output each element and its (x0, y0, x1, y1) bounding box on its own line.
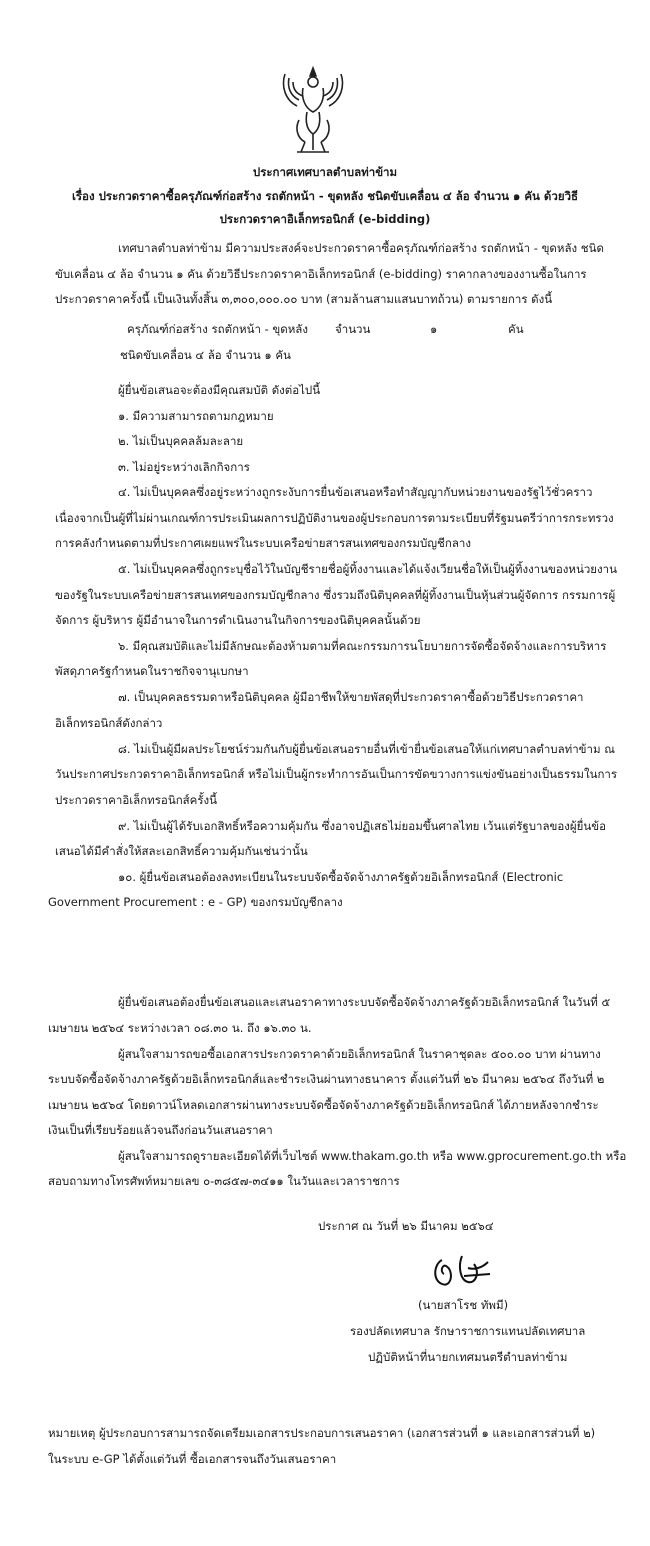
qual-line: ๑๐. ผู้ยื่นข้อเสนอต้องลงทะเบียนในระบบจัดซื้อจัดจ้างภาครัฐด้วยอิเล็กทรอนิกส์ (Electronic (118, 870, 564, 884)
qual-line: การคลังกำหนดตามที่ประกาศเผยแพร่ในระบบเครือข่ายสารสนเทศของกรมบัญชีกลาง (55, 536, 471, 550)
qual-line: ๓. ไม่อยู่ระหว่างเลิกกิจการ (118, 460, 250, 474)
qual-line: เนื่องจากเป็นผู้ที่ไม่ผ่านเกณฑ์การประเมินผลการปฏิบัติงานของผู้ประกอบการตามระเบียบที่รัฐมนตรีว่าการกระทรวง (55, 511, 614, 525)
qual-line: เสนอได้มีคำสั่งให้สละเอกสิทธิ์ความคุ้มกันเช่นว่านั้น (55, 844, 308, 858)
submission-line: เมษายน ๒๕๖๔ โดยดาวน์โหลดเอกสารผ่านทางระบบจัดซื้อจัดจ้างภาครัฐด้วยอิเล็กทรอนิกส์ ได้ภายหลังจากชำระ (48, 1098, 599, 1112)
submission-line: เงินเป็นที่เรียบร้อยแล้วจนถึงก่อนวันเสนอราคา (48, 1123, 273, 1137)
signer-name: (นายสาโรช ทัพมี) (418, 1298, 509, 1312)
intro-line: เทศบาลตำบลท่าข้าม มีความประสงค์จะประกวดราคาซื้อครุภัณฑ์ก่อสร้าง รถตักหน้า - ขุดหลัง ชนิด (118, 241, 604, 255)
submission-line: เมษายน ๒๕๖๔ ระหว่างเวลา ๐๘.๓๐ น. ถึง ๑๖.๓๐ น. (48, 1021, 312, 1035)
note-line: ในระบบ e-GP ได้ตั้งแต่วันที่ ซื้อเอกสารจนถึงวันเสนอราคา (48, 1452, 337, 1466)
announcement-subject: เรื่อง ประกวดราคาซื้อครุภัณฑ์ก่อสร้าง รถตักหน้า - ขุดหลัง ชนิดขับเคลื่อน ๔ ล้อ จำนวน ๑ คัน ด้วยวิธี (71, 189, 579, 203)
qual-line: ๕. ไม่เป็นบุคคลซึ่งถูกระบุชื่อไว้ในบัญชีรายชื่อผู้ทิ้งงานและได้แจ้งเวียนชื่อให้เป็นผู้ทิ้งงานของหน่วยงาน (118, 562, 617, 576)
submission-line: ผู้สนใจสามารถขอซื้อเอกสารประกวดราคาด้วยอิเล็กทรอนิกส์ ในราคาชุดละ ๕๐๐.๐๐ บาท ผ่านทาง (118, 1047, 601, 1061)
qual-line: พัสดุภาครัฐกำหนดในราชกิจจานุเบกษา (55, 664, 249, 678)
submission-line: สอบถามทางโทรศัพท์หมายเลข ๐-๓๘๕๗-๓๔๑๑ ในวันและเวลาราชการ (48, 1174, 400, 1188)
signature-icon (428, 1250, 498, 1294)
note-line: หมายเหตุ ผู้ประกอบการสามารถจัดเตรียมเอกสารประกอบการเสนอราคา (เอกสารส่วนที่ ๑ และเอกสารส่วนที่ ๒) (48, 1426, 596, 1440)
qual-line: ๖. มีคุณสมบัติและไม่มีลักษณะต้องห้ามตามที่คณะกรรมการนโยบายการจัดซื้อจัดจ้างและการบริหาร (118, 639, 607, 653)
announcement-title: ประกาศเทศบาลตำบลท่าข้าม (252, 165, 398, 179)
item-detail: ชนิดขับเคลื่อน ๔ ล้อ จำนวน ๑ คัน (120, 348, 291, 362)
intro-line: ประกวดราคาครั้งนี้ เป็นเงินทั้งสิ้น ๓,๓๐๐,๐๐๐.๐๐ บาท (สามล้านสามแสนบาทถ้วน) ตามรายการ ดังนี้ (55, 292, 553, 306)
qual-line: ๗. เป็นบุคคลธรรมดาหรือนิติบุคคล ผู้มีอาชีพให้ขายพัสดุที่ประกวดราคาซื้อด้วยวิธีประกวดราคา (118, 690, 584, 704)
signer-position: รองปลัดเทศบาล รักษาราชการแทนปลัดเทศบาล (350, 1324, 586, 1338)
qual-line: อิเล็กทรอนิกส์ดังกล่าว (55, 716, 163, 730)
qual-line: ๒. ไม่เป็นบุคคลล้มละลาย (118, 434, 244, 448)
announcement-date: ประกาศ ณ วันที่ ๒๖ มีนาคม ๒๕๖๔ (318, 1219, 494, 1233)
qual-line: วันประกาศประกวดราคาอิเล็กทรอนิกส์ หรือไม่เป็นผู้กระทำการอันเป็นการขัดขวางการแข่งขันอย่างเป็นธรรมในการ (55, 767, 618, 781)
qual-line: ๘. ไม่เป็นผู้มีผลประโยชน์ร่วมกันกับผู้ยื่นข้อเสนอรายอื่นที่เข้ายื่นข้อเสนอให้แก่เทศบาลตำบลท่าข้าม ณ (118, 742, 615, 756)
qual-line: ๔. ไม่เป็นบุคคลซึ่งอยู่ระหว่างถูกระงับการยื่นข้อเสนอหรือทำสัญญากับหน่วยงานของรัฐไว้ชั่วคราว (118, 485, 593, 499)
item-unit: คัน (508, 322, 524, 336)
qual-line: ประกวดราคาอิเล็กทรอนิกส์ครั้งนี้ (55, 793, 218, 807)
item-qty: ๑ (430, 322, 438, 336)
qual-line: ของรัฐในระบบเครือข่ายสารสนเทศของกรมบัญชีกลาง ซึ่งรวมถึงนิติบุคคลที่ผู้ทิ้งงานเป็นหุ้นส่วนผู้จัดการ กรรมการผู้ (55, 588, 616, 602)
item-name: ครุภัณฑ์ก่อสร้าง รถตักหน้า - ขุดหลัง (127, 322, 308, 336)
qual-line: Government Procurement : e - GP) ของกรมบัญชีกลาง (48, 895, 343, 909)
submission-line: ระบบจัดซื้อจัดจ้างภาครัฐด้วยอิเล็กทรอนิกส์และชำระเงินผ่านทางธนาคาร ตั้งแต่วันที่ ๒๖ มีนาคม ๒๕๖๔ ถึงวันที่ ๒ (48, 1072, 605, 1086)
qual-line: ๙. ไม่เป็นผู้ได้รับเอกสิทธิ์หรือความคุ้มกัน ซึ่งอาจปฏิเสธไม่ยอมขึ้นศาลไทย เว้นแต่รัฐบาลของผู้ยื่นข้อ (118, 819, 607, 833)
garuda-emblem-icon (277, 64, 349, 156)
qual-line: ๑. มีความสามารถตามกฎหมาย (118, 409, 274, 423)
announcement-method: ประกวดราคาอิเล็กทรอนิกส์ (e-bidding) (219, 212, 431, 226)
intro-line: ขับเคลื่อน ๔ ล้อ จำนวน ๑ คัน ด้วยวิธีประกวดราคาอิเล็กทรอนิกส์ (e-bidding) ราคากลางของงานซื้อในการ (55, 267, 587, 281)
qual-line: จัดการ ผู้บริหาร ผู้มีอำนาจในการดำเนินงานในกิจการของนิติบุคคลนั้นด้วย (55, 613, 421, 627)
submission-line: ผู้ยื่นข้อเสนอต้องยื่นข้อเสนอและเสนอราคาทางระบบจัดซื้อจัดจ้างภาครัฐด้วยอิเล็กทรอนิกส์ ในวันที่ ๕ (118, 995, 611, 1009)
signer-position: ปฏิบัติหน้าที่นายกเทศมนตรีตำบลท่าข้าม (368, 1350, 568, 1364)
submission-line: ผู้สนใจสามารถดูรายละเอียดได้ที่เว็บไซต์ www.thakam.go.th หรือ www.gprocurement.go.th หรือ (118, 1149, 627, 1163)
item-qty-label: จำนวน (335, 322, 371, 336)
qual-heading: ผู้ยื่นข้อเสนอจะต้องมีคุณสมบัติ ดังต่อไปนี้ (118, 383, 321, 397)
